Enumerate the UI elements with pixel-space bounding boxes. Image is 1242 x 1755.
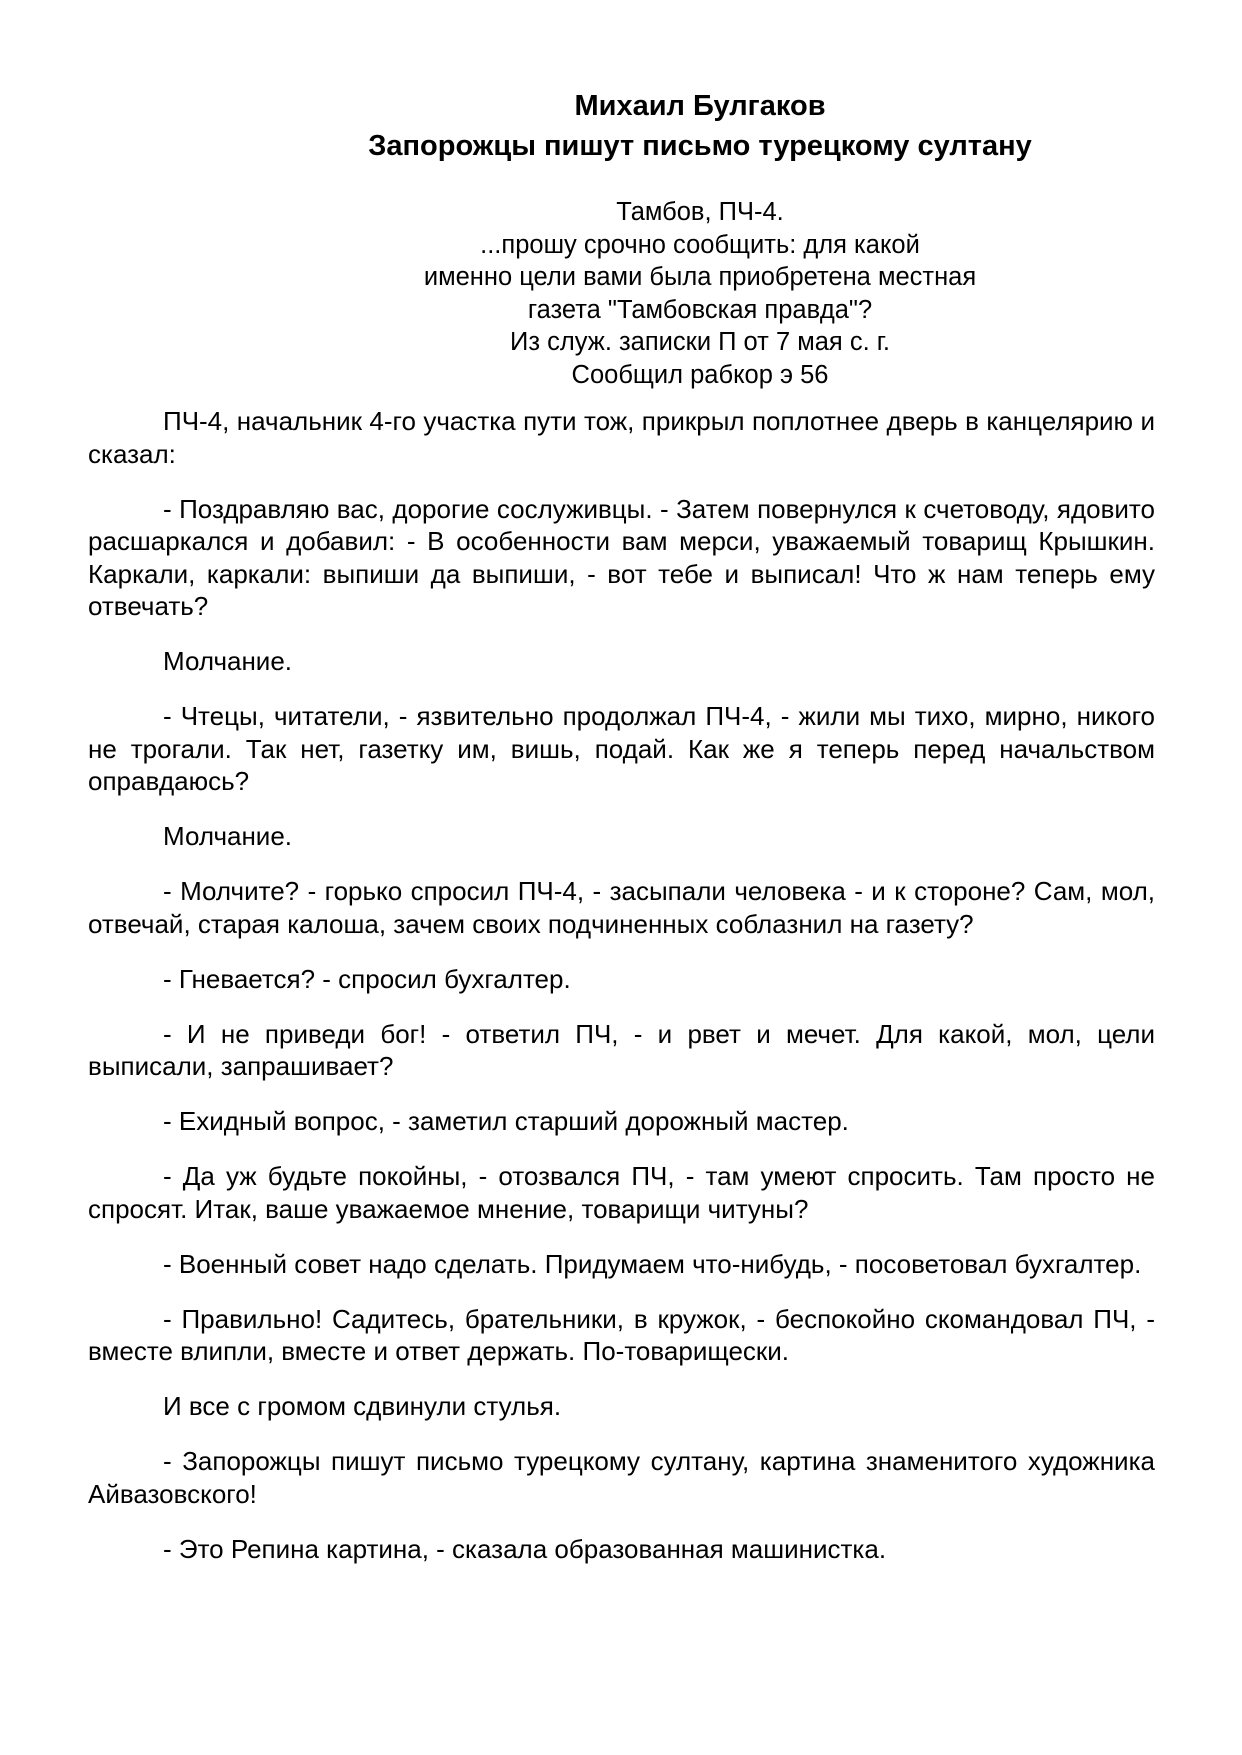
paragraph: ПЧ-4, начальник 4-го участка пути тож, прикрыл поплотнее дверь в канцелярию и сказал: xyxy=(88,406,1155,469)
author-name: Михаил Булгаков xyxy=(574,90,826,122)
paragraph: - И не приведи бог! - ответил ПЧ, - и рвет и мечет. Для какой, мол, цели выписали, запрашивает? xyxy=(88,1018,1155,1081)
paragraph: - Запорожцы пишут письмо турецкому султану, картина знаменитого художника Айвазовского! xyxy=(88,1446,1155,1509)
epigraph-line: Тамбов, ПЧ-4. xyxy=(616,198,784,226)
document-title: Запорожцы пишут письмо турецкому султану xyxy=(368,130,1032,162)
epigraph-line: ...прошу срочно сообщить: для какой xyxy=(480,230,920,259)
document-header xyxy=(250,86,1150,166)
paragraph: - Да уж будьте покойны, - отозвался ПЧ, - там умеют спросить. Там просто не спросят. Итак, ваше уважаемое мнение, товарищи читуны? xyxy=(88,1161,1155,1224)
paragraph: Молчание. xyxy=(163,646,293,676)
paragraph: - Ехидный вопрос, - заметил старший дорожный мастер. xyxy=(163,1106,849,1136)
paragraph: И все с громом сдвинули стулья. xyxy=(163,1391,562,1421)
paragraph: Молчание. xyxy=(163,821,293,851)
epigraph-line: именно цели вами была приобретена местная xyxy=(423,263,977,291)
paragraph: - Гневается? - спросил бухгалтер. xyxy=(163,963,571,994)
paragraph: - Поздравляю вас, дорогие сослуживцы. - Затем повернулся к счетоводу, ядовито расшаркался и добавил: - В особенности вам мерси, уважаемый товарищ Крышкин. Каркали, каркали: выпиши да выпиши, - вот тебе и выписал! Что ж нам теперь ему отвечать? xyxy=(88,493,1155,621)
epigraph-line: Сообщил рабкор э 56 xyxy=(571,360,829,389)
epigraph-line: газета "Тамбовская правда"? xyxy=(527,295,873,324)
paragraph: - Чтецы, читатели, - язвительно продолжал ПЧ-4, - жили мы тихо, мирно, никого не трогали. Так нет, газетку им, вишь, подай. Как же я теперь перед начальством оправдаюсь? xyxy=(88,701,1155,796)
paragraph: - Это Репина картина, - сказала образованная машинистка. xyxy=(163,1533,887,1564)
document-body xyxy=(88,405,1155,1588)
paragraph: - Молчите? - горько спросил ПЧ-4, - засыпали человека - и к стороне? Сам, мол, отвечай, старая калоша, зачем своих подчиненных соблазнил на газету? xyxy=(88,876,1155,939)
epigraph-line: Из служ. записки П от 7 мая с. г. xyxy=(509,328,891,356)
epigraph xyxy=(300,196,1100,391)
paragraph: - Военный совет надо сделать. Придумаем что-нибудь, - посоветовал бухгалтер. xyxy=(163,1248,1142,1279)
paragraph: - Правильно! Садитесь, брательники, в кружок, - беспокойно скомандовал ПЧ, - вместе влипли, вместе и ответ держать. По-товарищески. xyxy=(88,1303,1155,1366)
